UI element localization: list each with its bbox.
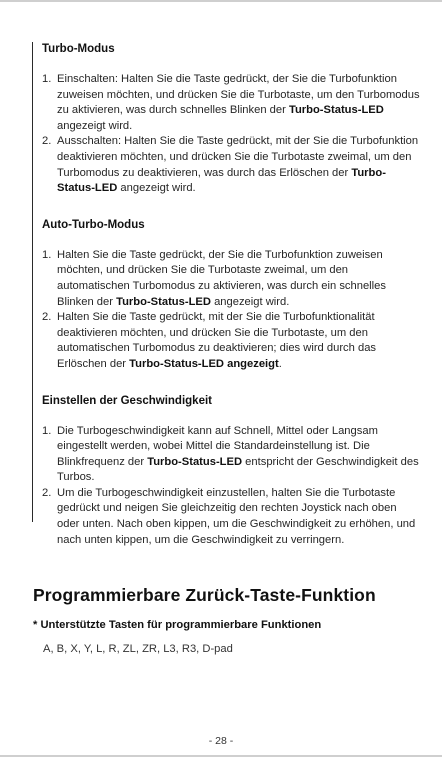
item-bold-text: Turbo-Status-LED bbox=[147, 455, 243, 468]
item-bold-text: Turbo-Status-LED angezeigt bbox=[129, 357, 279, 370]
supported-keys-list: A, B, X, Y, L, R, ZL, ZR, L3, R3, D-pad bbox=[43, 643, 233, 655]
item-text-end: angezeigt wird. bbox=[210, 295, 290, 308]
item-text: Ausschalten: Halten Sie die Taste gedrückt, mit der Sie die Turbofunktion deaktivieren möchten, und drücken Sie die Turbotaste zweimal, um den Turbomodus zu deaktivieren, was durch das Erlöschen der bbox=[57, 135, 419, 179]
item-text: Einschalten: Halten Sie die Taste gedrückt, der Sie die Turbofunktion zuweisen möchten, und drücken Sie die Turbotaste, um den Turbomodus zu aktivieren, was durch schnelles Blinken der bbox=[57, 73, 420, 117]
list-item bbox=[42, 310, 420, 372]
item-bold-text: Turbo-Status-LED bbox=[288, 104, 384, 117]
list-item bbox=[42, 486, 420, 548]
turbo-instructions-block bbox=[32, 42, 420, 546]
item-number: 1. bbox=[42, 73, 52, 85]
item-text: Halten Sie die Taste gedrückt, der Sie die Turbofunktion zuweisen möchten, und drücken Sie die Turbotaste zweimal, um den automatischen Turbomodus zu aktivieren, was durch ein schnelles Blinken der bbox=[57, 248, 386, 308]
list-item bbox=[42, 134, 420, 196]
item-text-end: entspricht der Geschwindigkeit des Turbos. bbox=[57, 455, 419, 484]
item-number: 2. bbox=[42, 486, 52, 499]
section-heading-programmable-back-button: Programmierbare Zurück-Taste-Funktion bbox=[33, 585, 376, 605]
item-text-end: angezeigt wird. bbox=[117, 182, 196, 195]
item-text-end: . bbox=[278, 357, 282, 370]
section-title-speed: Einstellen der Geschwindigkeit bbox=[42, 394, 212, 407]
section-title-turbo: Turbo-Modus bbox=[42, 43, 115, 55]
top-rule bbox=[0, 0, 442, 2]
speed-steps-list bbox=[42, 424, 420, 549]
item-number: 1. bbox=[42, 248, 52, 261]
supported-keys-subheading: * Unterstützte Tasten für programmierbare Funktionen bbox=[33, 619, 322, 631]
section-title-auto-turbo: Auto-Turbo-Modus bbox=[42, 218, 145, 231]
item-number: 1. bbox=[42, 424, 52, 437]
auto-turbo-steps-list bbox=[42, 248, 420, 373]
item-bold-text: Turbo-Status-LED bbox=[116, 295, 211, 308]
item-number: 2. bbox=[42, 135, 52, 148]
item-text-end: angezeigt wird. bbox=[57, 119, 133, 132]
item-text: Halten Sie die Taste gedrückt, mit der Sie die Turbofunktionalität deaktivieren möchten, und drücken Sie die Turbotaste, um den automatischen Turbomodus zu deaktivieren; dies wird durch das Erlöschen der bbox=[57, 311, 377, 370]
page-number: - 28 - bbox=[208, 735, 234, 747]
item-number: 2. bbox=[42, 311, 52, 324]
turbo-steps-list bbox=[42, 72, 420, 197]
list-item bbox=[42, 424, 420, 486]
list-item bbox=[42, 72, 420, 134]
item-text: Die Turbogeschwindigkeit kann auf Schnell, Mittel oder Langsam eingestellt werden, wobei Mittel die Standardeinstellung ist. Die Blinkfrequenz der bbox=[57, 424, 378, 468]
item-text: Um die Turbogeschwindigkeit einzustellen, halten Sie die Turbotaste gedrückt und neigen Sie gleichzeitig den rechten Joystick nach oben oder unten. Nach oben kippen, um die Geschwindigkeit zu erhöhen, und nach unten kippen, um die Geschwindigkeit zu verringern. bbox=[57, 486, 416, 546]
list-item bbox=[42, 248, 420, 310]
item-bold-text: Turbo-Status-LED bbox=[57, 166, 386, 195]
